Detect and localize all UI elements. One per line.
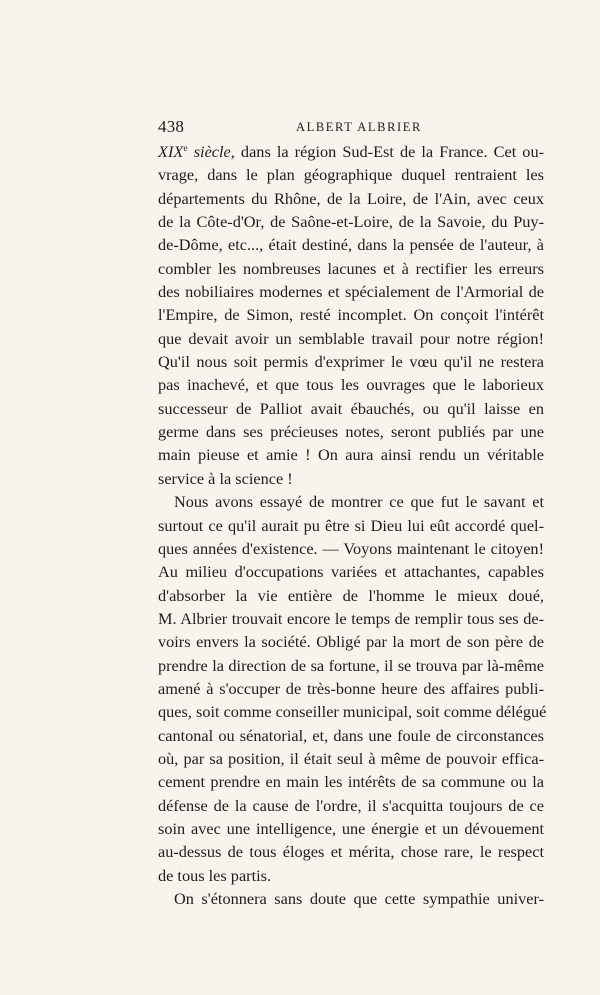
text-line: combler les nombreuses lacunes et à rectifier les erreurs (158, 258, 544, 278)
text-line: cantonal ou sénatorial, et, dans une foule de circonstances (158, 725, 544, 745)
text-line: surtout ce qu'il aurait pu être si Dieu lui eût accordé quel- (158, 515, 544, 535)
text-line: service à la science ! (158, 468, 293, 488)
century-italic: XIX (158, 142, 184, 161)
text-line: pas inachevé, et que tous les ouvrages que le laborieux (158, 375, 544, 395)
text-line: que devait avoir un semblable travail pour notre région! (158, 328, 544, 348)
superscript-e: e (183, 143, 188, 155)
text-line: de tous les partis. (158, 865, 272, 885)
text-line: Nous avons essayé de montrer ce que fut le savant et (174, 492, 544, 512)
siecle-italic: siècle (187, 142, 231, 161)
text-line: au-dessus de tous éloges et mérita, chose rare, le respect (158, 842, 544, 862)
text-line: de la Côte-d'Or, de Saône-et-Loire, de la Savoie, du Puy- (158, 212, 544, 232)
text-line: défense de la cause de l'ordre, il s'acquitta toujours de ce (158, 795, 544, 815)
text-line: l'Empire, de Simon, resté incomplet. On conçoit l'intérêt (158, 305, 544, 325)
text-line: de-Dôme, etc..., était destiné, dans la pensée de l'auteur, à (158, 235, 544, 255)
text-line: prendre la direction de sa fortune, il se trouva par là-même (158, 655, 544, 675)
text-line: ques, soit comme conseiller municipal, soit comme délégué (158, 702, 547, 722)
text-line: Qu'il nous soit permis d'exprimer le vœu qu'il ne restera (158, 352, 544, 372)
text-line: ques années d'existence. — Voyons maintenant le citoyen! (158, 538, 544, 558)
text-line: cement prendre en main les intérêts de sa commune ou la (158, 772, 544, 792)
text-line: germe dans ses précieuses notes, seront publiés par une (158, 422, 544, 442)
text-line: successeur de Palliot avait ébauchés, ou qu'il laisse en (158, 398, 544, 418)
text-line: amené à s'occuper de très-bonne heure des affaires publi- (158, 678, 544, 698)
first-line-rest: , dans la région Sud-Est de la France. Cet ou- (230, 142, 545, 161)
text-line: voirs envers la société. Obligé par la mort de son père de (158, 632, 544, 652)
text-line: des nobiliaires modernes et spécialement de l'Armorial de (158, 282, 544, 302)
text-line: où, par sa position, il était seul à même de pouvoir effica- (158, 748, 544, 768)
text-line: M. Albrier trouvait encore le temps de remplir tous ses de- (158, 608, 544, 628)
page-header (158, 117, 544, 141)
running-head: ALBERT ALBRIER (296, 120, 422, 134)
text-line: départements du Rhône, de la Loire, de l'Ain, avec ceux (158, 188, 544, 208)
text-line: On s'étonnera sans doute que cette sympathie univer- (174, 889, 544, 908)
page-number: 438 (158, 117, 185, 136)
text-line: vrage, dans le plan géographique duquel rentraient les (158, 165, 544, 185)
text-line: main pieuse et amie ! On aura ainsi rendu un véritable (158, 445, 544, 465)
text-line (158, 140, 544, 163)
text-line: Au milieu d'occupations variées et attachantes, capables (158, 562, 544, 582)
text-line: d'absorber la vie entière de l'homme le mieux doué, (158, 585, 544, 605)
text-line: soin avec une intelligence, une énergie et un dévouement (158, 818, 544, 838)
body-text (158, 140, 547, 910)
